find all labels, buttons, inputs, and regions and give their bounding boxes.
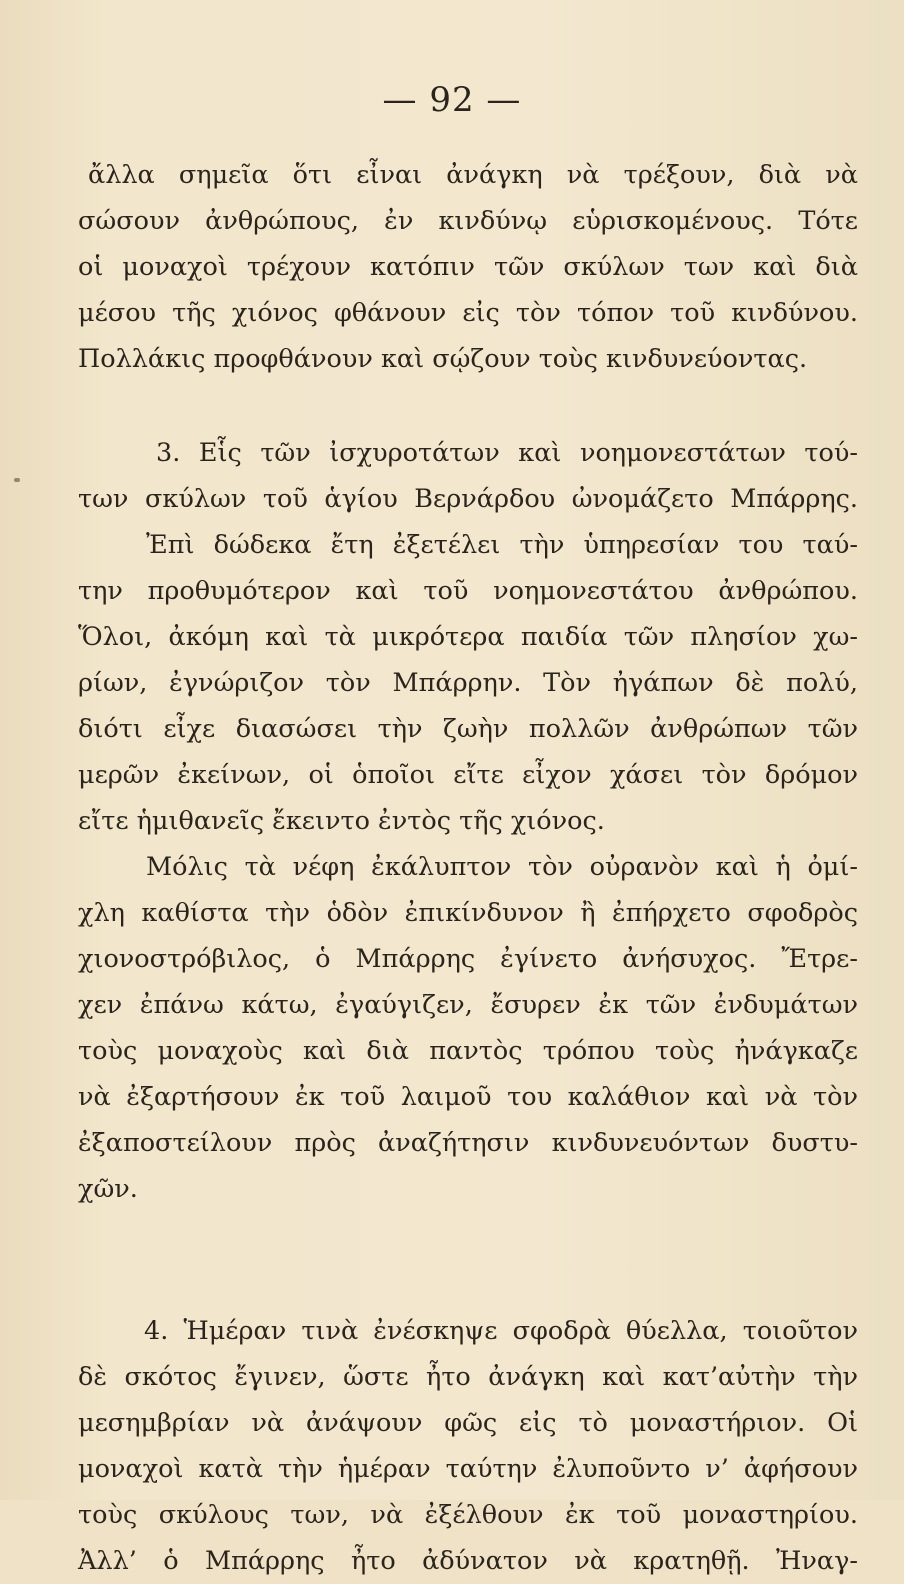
text-line: χῶν. (78, 1174, 138, 1204)
text-line: μεσημβρίαν νὰ ἀνάψουν φῶς εἰς τὸ μοναστήριον. Οἱ (78, 1408, 858, 1438)
text-line: Ἐπὶ δώδεκα ἔτη ἐξετέλει τὴν ὑπηρεσίαν του ταύ- (146, 530, 858, 560)
text-line: χλη καθίστα τὴν ὁδὸν ἐπικίνδυνον ἢ ἐπήρχετο σφοδρὸς (78, 898, 858, 928)
text-line: νὰ ἐξαρτήσουν ἐκ τοῦ λαιμοῦ του καλάθιον καὶ νὰ τὸν (78, 1082, 858, 1112)
text-line: των σκύλων τοῦ ἁγίου Βερνάρδου ὠνομάζετο Μπάρρης. (78, 484, 858, 514)
page-text (78, 152, 858, 1584)
paragraph-gap (78, 1212, 858, 1308)
text-line: εἴτε ἡμιθανεῖς ἔκειντο ἐντὸς τῆς χιόνος. (78, 806, 605, 836)
text-line: ἐξαποστείλουν πρὸς ἀναζήτησιν κινδυνευόντων δυστυ- (78, 1128, 858, 1158)
text-line: μερῶν ἐκείνων, οἱ ὁποῖοι εἴτε εἶχον χάσει τὸν δρόμον (78, 760, 858, 790)
text-line: Μόλις τὰ νέφη ἐκάλυπτον τὸν οὐρανὸν καὶ ἡ ὀμί- (146, 852, 858, 882)
text-line: Πολλάκις προφθάνουν καὶ σῴζουν τοὺς κινδυνεύοντας. (78, 344, 808, 374)
text-line: σώσουν ἀνθρώπους, ἐν κινδύνῳ εὑρισκομένους. Τότε (78, 206, 858, 236)
text-line: μοναχοὶ κατὰ τὴν ἡμέραν ταύτην ἐλυποῦντο ν’ ἀφήσουν (78, 1454, 858, 1484)
text-line: 3. Εἷς τῶν ἰσχυροτάτων καὶ νοημονεστάτων τού- (156, 438, 858, 468)
text-line: ἄλλα σημεῖα ὅτι εἶναι ἀνάγκη νὰ τρέξουν, διὰ νὰ (88, 160, 858, 190)
text-line: διότι εἶχε διασώσει τὴν ζωὴν πολλῶν ἀνθρώπων τῶν (78, 714, 858, 744)
text-line: χιονοστρόβιλος, ὁ Μπάρρης ἐγίνετο ἀνήσυχος. Ἔτρε- (78, 944, 858, 974)
text-line: τοὺς σκύλους των, νὰ ἐξέλθουν ἐκ τοῦ μοναστηρίου. (78, 1500, 858, 1530)
text-line: τοὺς μοναχοὺς καὶ διὰ παντὸς τρόπου τοὺς ἠνάγκαζε (78, 1036, 858, 1066)
text-line: Ὅλοι, ἀκόμη καὶ τὰ μικρότερα παιδία τῶν πλησίον χω- (78, 622, 858, 652)
margin-mark (14, 478, 20, 482)
text-line: ρίων, ἐγνώριζον τὸν Μπάρρην. Τὸν ἠγάπων δὲ πολύ, (78, 668, 858, 698)
text-line: δὲ σκότος ἔγινεν, ὥστε ἦτο ἀνάγκη καὶ κατ’αὐτὴν τὴν (78, 1362, 858, 1392)
text-line: 4. Ἡμέραν τινὰ ἐνέσκηψε σφοδρὰ θύελλα, τοιοῦτον (144, 1316, 858, 1346)
text-line: οἱ μοναχοὶ τρέχουν κατόπιν τῶν σκύλων των καὶ διὰ (78, 252, 858, 282)
page-number: — 92 — (382, 80, 522, 120)
text-line: χεν ἐπάνω κάτω, ἐγαύγιζεν, ἔσυρεν ἐκ τῶν ἐνδυμάτων (78, 990, 858, 1020)
text-line: Ἀλλ’ ὁ Μπάρρης ἦτο ἀδύνατον νὰ κρατηθῇ. Ἠναγ- (78, 1546, 858, 1576)
text-line: την προθυμότερον καὶ τοῦ νοημονεστάτου ἀνθρώπου. (78, 576, 858, 606)
text-line: μέσου τῆς χιόνος φθάνουν εἰς τὸν τόπον τοῦ κινδύνου. (78, 298, 858, 328)
paragraph-gap (78, 382, 858, 430)
